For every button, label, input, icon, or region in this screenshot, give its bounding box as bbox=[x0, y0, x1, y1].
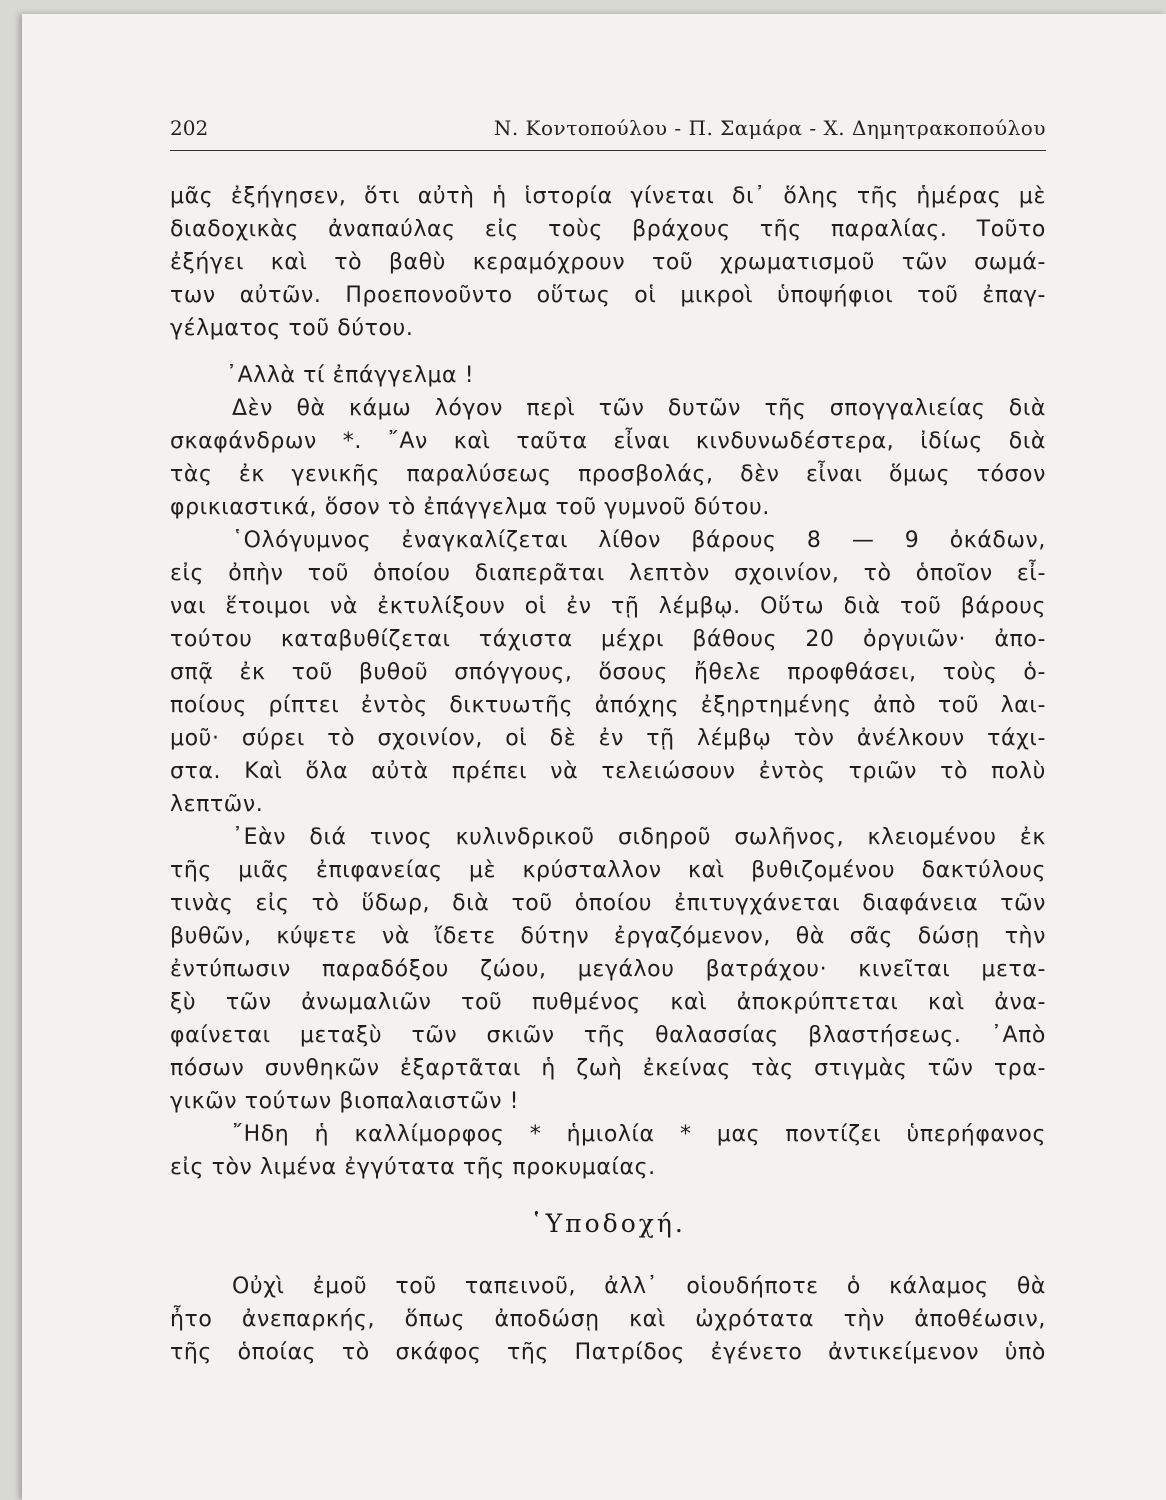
text-line: εἰς τὸν λιμένα ἐγγύτατα τῆς προκυμαίας. bbox=[170, 1155, 656, 1180]
paragraph-gap bbox=[170, 345, 1046, 359]
text-line: διαδοχικὰς ἀναπαύλας εἰς τοὺς βράχους τῆς παραλίας. Τοῦτο bbox=[170, 217, 1046, 242]
text-line: ἐξήγει καὶ τὸ βαθὺ κεραμόχρουν τοῦ χρωματισμοῦ τῶν σωμά- bbox=[170, 250, 1046, 275]
text-line: τῆς ὁποίας τὸ σκάφος τῆς Πατρίδος ἐγένετο ἀντικείμενον ὑπὸ bbox=[170, 1340, 1046, 1365]
text-line: ποίους ρίπτει ἐντὸς δικτυωτῆς ἀπόχης ἐξηρτημένης ἀπὸ τοῦ λαι- bbox=[170, 693, 1046, 718]
text-line: μᾶς ἐξήγησεν, ὅτι αὐτὴ ἡ ἱστορία γίνεται δι᾽ ὅλης τῆς ἡμέρας μὲ bbox=[170, 184, 1046, 209]
text-line: μοῦ· σύρει τὸ σχοινίον, οἱ δὲ ἐν τῇ λέμβῳ τὸν ἀνέλκουν τάχι- bbox=[170, 726, 1046, 751]
text-line: φαίνεται μεταξὺ τῶν σκιῶν τῆς θαλασσίας βλαστήσεως. ᾽Απὸ bbox=[170, 1023, 1046, 1048]
paragraph bbox=[170, 180, 1046, 345]
text-line: λεπτῶν. bbox=[170, 792, 264, 817]
paragraph bbox=[170, 392, 1046, 524]
paragraph bbox=[170, 1118, 1046, 1184]
text-line: σπᾷ ἐκ τοῦ βυθοῦ σπόγγους, ὅσους ἤθελε προφθάσει, τοὺς ὁ- bbox=[170, 660, 1046, 685]
text-line: σκαφάνδρων *. ῎Αν καὶ ταῦτα εἶναι κινδυνωδέστερα, ἰδίως διὰ bbox=[170, 429, 1046, 454]
text-line: στα. Καὶ ὅλα αὐτὰ πρέπει νὰ τελειώσουν ἐντὸς τριῶν τὸ πολὺ bbox=[170, 759, 1046, 784]
paragraph bbox=[170, 359, 1046, 392]
text-line: ἐντύπωσιν παραδόξου ζώου, μεγάλου βατράχου· κινεῖται μετα- bbox=[170, 957, 1046, 982]
text-line: φρικιαστικά, ὅσον τὸ ἐπάγγελμα τοῦ γυμνοῦ δύτου. bbox=[170, 495, 770, 520]
running-title: Ν. Κοντοπούλου - Π. Σαμάρα - Χ. Δημητρακοπούλου bbox=[493, 116, 1046, 140]
text-line: Δὲν θὰ κάμω λόγον περὶ τῶν δυτῶν τῆς σπογγαλιείας διὰ bbox=[232, 396, 1046, 421]
text-line: ναι ἕτοιμοι νὰ ἐκτυλίξουν οἱ ἐν τῇ λέμβῳ. Οὕτω διὰ τοῦ βάρους bbox=[170, 594, 1046, 619]
body-text bbox=[170, 180, 1046, 1369]
text-line: βυθῶν, κύψετε νὰ ἴδετε δύτην ἐργαζόμενον, θὰ σᾶς δώσῃ τὴν bbox=[170, 924, 1046, 949]
text-line: των αὐτῶν. Προεπονοῦντο οὕτως οἱ μικροὶ ὑποψήφιοι τοῦ ἐπαγ- bbox=[170, 283, 1046, 308]
text-line: ᾽Αλλὰ τί ἐπάγγελμα ! bbox=[226, 363, 475, 388]
paragraph bbox=[170, 524, 1046, 821]
text-line: Οὐχὶ ἐμοῦ τοῦ ταπεινοῦ, ἀλλ᾽ οἱουδήποτε ὁ κάλαμος θὰ bbox=[232, 1274, 1046, 1299]
text-line: τινὰς εἰς τὸ ὕδωρ, διὰ τοῦ ὁποίου ἐπιτυγχάνεται διαφάνεια τῶν bbox=[170, 891, 1046, 916]
text-line: τούτου καταβυθίζεται τάχιστα μέχρι βάθους 20 ὀργυιῶν· ἀπο- bbox=[170, 627, 1046, 652]
text-line: γέλματος τοῦ δύτου. bbox=[170, 316, 414, 341]
text-line: τῆς μιᾶς ἐπιφανείας μὲ κρύσταλλον καὶ βυθιζομένου δακτύλους bbox=[170, 858, 1046, 883]
paragraph bbox=[170, 821, 1046, 1118]
section-heading: ῾Υποδοχή. bbox=[530, 1209, 686, 1238]
text-line: ᾽Εὰν διά τινος κυλινδρικοῦ σιδηροῦ σωλῆνος, κλειομένου ἐκ bbox=[232, 825, 1046, 850]
paragraph bbox=[170, 1270, 1046, 1369]
text-line: ξὺ τῶν ἀνωμαλιῶν τοῦ πυθμένος καὶ ἀποκρύπτεται καὶ ἀνα- bbox=[170, 990, 1046, 1015]
text-line: ῎Ηδη ἡ καλλίμορφος * ἡμιολία * μας ποντίζει ὑπερήφανος bbox=[232, 1122, 1046, 1147]
text-line: τὰς ἐκ γενικῆς παραλύσεως προσβολάς, δὲν εἶναι ὅμως τόσον bbox=[170, 462, 1046, 487]
text-line: ῾Ολόγυμνος ἐναγκαλίζεται λίθον βάρους 8 — 9 ὀκάδων, bbox=[232, 528, 1046, 553]
page-number: 202 bbox=[170, 116, 209, 140]
text-line: ἦτο ἀνεπαρκής, ὅπως ἀποδώσῃ καὶ ὠχρότατα τὴν ἀποθέωσιν, bbox=[170, 1307, 1046, 1332]
text-line: εἰς ὀπὴν τοῦ ὁποίου διαπερᾶται λεπτὸν σχοινίον, τὸ ὁποῖον εἶ- bbox=[170, 561, 1046, 586]
text-line: πόσων συνθηκῶν ἐξαρτᾶται ἡ ζωὴ ἐκείνας τὰς στιγμὰς τῶν τρα- bbox=[170, 1056, 1046, 1081]
page-header bbox=[170, 116, 1046, 151]
text-line: γικῶν τούτων βιοπαλαιστῶν ! bbox=[170, 1089, 520, 1114]
